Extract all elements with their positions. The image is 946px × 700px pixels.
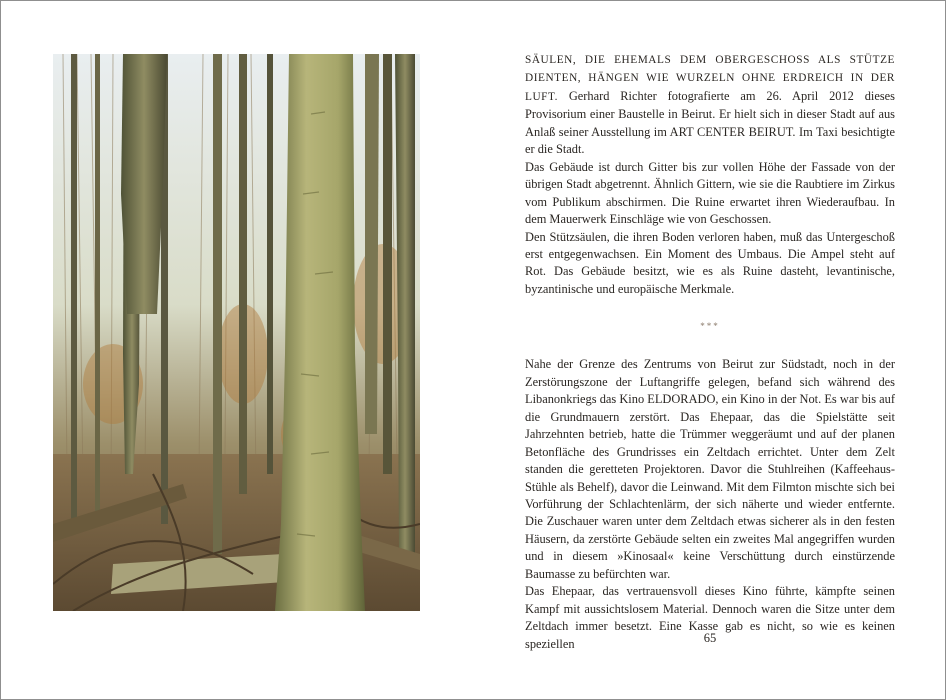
upper-paragraph-2: Das Gebäude ist durch Gitter bis zur vollen Höhe der Fassade von der übrigen Stadt abgetrennt. Ähnlich Gittern, wie sie die Raubtiere im Zirkus vom Publikum abschirmen. Die Ruine erwartet ihren Wiederaufbau. In dem Mauerwerk Einschläge wie von Geschossen. [525, 159, 895, 227]
forest-photo [53, 54, 420, 611]
folio-area [525, 1, 895, 699]
upper-paragraph-3: Den Stützsäulen, die ihren Boden verloren haben, muß das Untergeschoß erst entgegenwachsen. Ein Moment des Umbaus. Die Ampel steht auf Rot. Das Gebäude besitzt, wie es als Ruine dasteht, levantinische, byzantinische und europäische Merkmale. [525, 229, 895, 296]
lower-paragraph-2: Das Ehepaar, das vertrauensvoll dieses Kino führte, kämpfte seinen Kampf mit aussichtslosem Material. Dennoch waren die Sitze unter dem Zeltdach immer besetzt. Eine Kasse gab es nicht, so wie es keinen speziellen [525, 584, 895, 651]
forest-photo-illustration [53, 54, 420, 611]
caps-lead: SÄULEN, DIE EHEMALS DEM OBERGESCHOSS ALS STÜTZE DIENTEN, HÄNGEN WIE WURZELN OHNE ERDREICH IN DER LUFT. [525, 54, 895, 103]
section-separator: *** [700, 321, 720, 332]
page-number: 65 [703, 631, 717, 645]
lower-paragraph-1: Nahe der Grenze des Zentrums von Beirut zur Südstadt, noch in der Zerstörungszone der Luftangriffe gelegen, befand sich während des Libanonkriegs das Kino ELDORADO, ein Kino in der Not. Es war bis auf die Grundmauern zerstört. Das Ehepaar, das die Spielstätte seit Jahrzehnten betrieb, hatte die Trümmer weggeräumt und auf der planen Betonfläche des Grundrisses ein Zeltdach errichtet. Unter dem Zelt standen die geretteten Projektoren. Davor die Stuhlreihen (Kaffeehaus-Stühle als Behelf), davor die Leinwand. Mit dem Filmton mischte sich bei Vorführung der Schlachtenlärm, der sich näherte und wieder entfernte. Die Zuschauer waren unter dem Zeltdach etwas sicherer als in den festen Häusern, da zerstörte Gebäude selten ein zweites Mal angegriffen wurden und in diesem »Kinosaal« keine Verschüttung durch einstürzende Baumasse zu befürchten war. [525, 357, 895, 581]
paragraph-body: Gerhard Richter fotografierte am 26. April 2012 dieses Provisorium einer Baustelle in Beirut. Er hielt sich in dieser Stadt auf aus Anlaß seiner Ausstellung im ART CENTER BEIRUT. Im Taxi besichtigte er die Stadt. [525, 88, 895, 157]
